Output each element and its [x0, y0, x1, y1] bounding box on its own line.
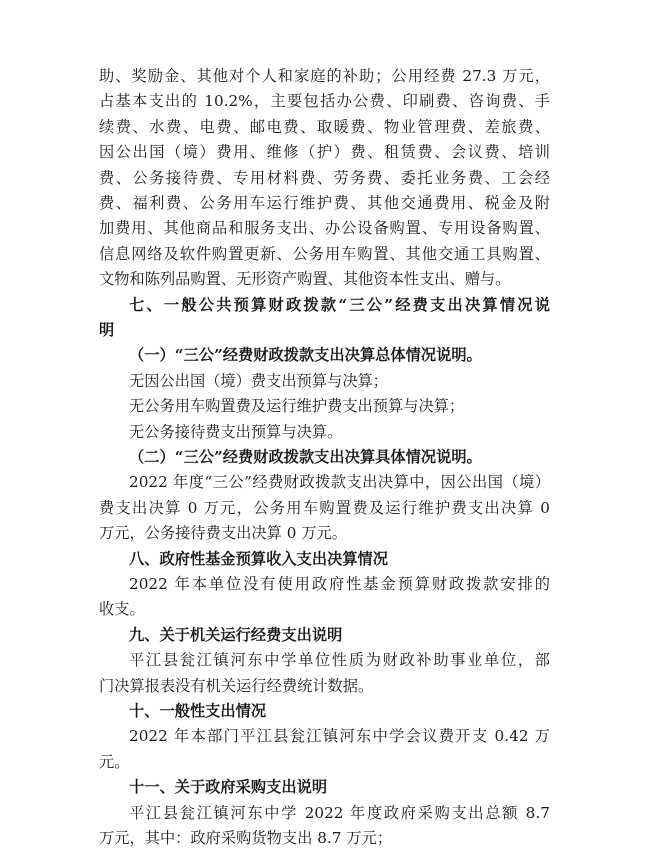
subsection-heading: （一）“三公”经费财政拨款支出决算总体情况说明。 [129, 346, 482, 365]
body-text-line: 费支出决算 0 万元，公务用车购置费及运行维护费支出决算 0 [99, 498, 550, 517]
section-heading: 十、一般性支出情况 [129, 702, 267, 720]
body-text-line: 平江县瓮江镇河东中学单位性质为财政补助事业单位，部 [129, 651, 550, 670]
body-text-line: 2022 年本单位没有使用政府性基金预算财政拨款安排的 [129, 575, 550, 593]
body-text-line: 2022 年本部门平江县瓮江镇河东中学会议费开支 0.42 万 [129, 727, 550, 746]
body-text-line: 因公出国（境）费用、维修（护）费、租赁费、会议费、培训 [99, 143, 550, 162]
body-text-line: 费、公务接待费、专用材料费、劳务费、委托业务费、工会经 [99, 168, 550, 187]
body-text-line: 万元，公务接待费支出决算 0 万元。 [99, 524, 348, 543]
section-heading: 七、一般公共预算财政拨款“三公”经费支出决算情况说 [129, 295, 550, 314]
body-text-line: 助、奖励金、其他对个人和家庭的补助；公用经费 27.3 万元， [99, 67, 550, 85]
body-text-line: 信息网络及软件购置更新、公务用车购置、其他交通工具购置、 [99, 244, 550, 263]
section-heading: 十一、关于政府采购支出说明 [129, 778, 328, 797]
body-text-line: 文物和陈列品购置、无形资产购置、其他资本性支出、赠与。 [99, 270, 511, 289]
body-text-line: 万元，其中：政府采购货物支出 8.7 万元； [99, 829, 393, 847]
body-text-line: 2022 年度“三公”经费财政拨款支出决算中，因公出国（境） [129, 473, 550, 492]
subsection-heading: （二）“三公”经费财政拨款支出决算具体情况说明。 [129, 448, 482, 466]
body-text-line: 加费用、其他商品和服务支出、办公设备购置、专用设备购置、 [99, 219, 550, 238]
body-text-line: 占基本支出的 10.2%，主要包括办公费、印刷费、咨询费、手 [99, 92, 550, 111]
body-text-line: 无公务接待费支出预算与决算。 [129, 422, 343, 441]
body-text-line: 无因公出国（境）费支出预算与决算； [129, 371, 389, 390]
body-text-line: 续费、水费、电费、邮电费、取暖费、物业管理费、差旅费、 [99, 117, 550, 136]
section-heading: 八、政府性基金预算收入支出决算情况 [129, 549, 389, 568]
body-text-line: 平江县瓮江镇河东中学 2022 年度政府采购支出总额 8.7 [129, 803, 550, 822]
body-text-line: 元。 [99, 752, 130, 771]
section-heading-continuation: 明 [99, 321, 115, 339]
body-text-line: 门决算报表没有机关运行经费统计数据。 [99, 676, 374, 695]
body-text-line: 收支。 [99, 600, 145, 619]
body-text-line: 无公务用车购置费及运行维护费支出预算与决算； [129, 397, 465, 416]
section-heading: 九、关于机关运行经费支出说明 [129, 625, 343, 644]
body-text-line: 费、福利费、公务用车运行维护费、其他交通费用、税金及附 [99, 194, 550, 212]
